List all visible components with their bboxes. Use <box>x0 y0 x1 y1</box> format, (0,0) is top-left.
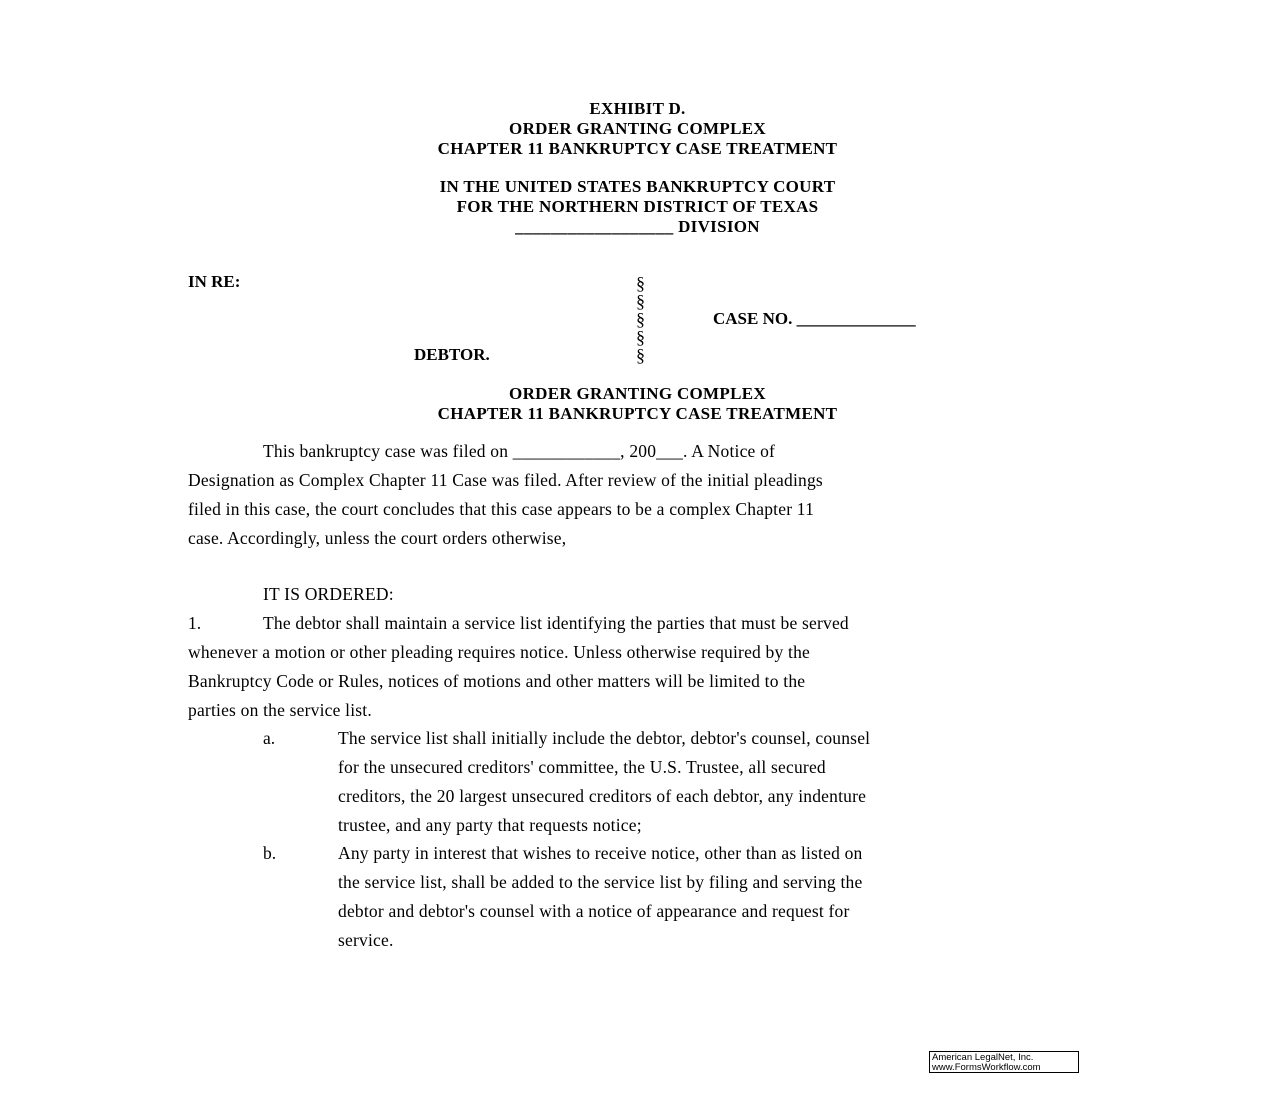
paragraph-line: This bankruptcy case was filed on ____________, 200___. A Notice of <box>263 441 776 461</box>
paragraph-line: Designation as Complex Chapter 11 Case was filed. After review of the initial pleadings <box>188 470 823 490</box>
paragraph-line: parties on the service list. <box>188 700 372 720</box>
publisher-url: www.FormsWorkflow.com <box>932 1062 1041 1073</box>
court-heading <box>0 177 1275 237</box>
court-line2: FOR THE NORTHERN DISTRICT OF TEXAS <box>456 197 819 216</box>
item-1-number: 1. <box>188 613 202 633</box>
court-line1: IN THE UNITED STATES BANKRUPTCY COURT <box>439 177 836 196</box>
exhibit-title-line2: CHAPTER 11 BANKRUPTCY CASE TREATMENT <box>437 139 838 158</box>
order-title-line2: CHAPTER 11 BANKRUPTCY CASE TREATMENT <box>437 404 838 423</box>
publisher-name: American LegalNet, Inc. <box>932 1052 1034 1063</box>
paragraph-line: debtor and debtor's counsel with a notice of appearance and request for <box>338 901 850 921</box>
paragraph-line: The debtor shall maintain a service list identifying the parties that must be served <box>263 613 849 633</box>
exhibit-heading <box>0 99 1275 159</box>
in-re-label: IN RE: <box>188 272 241 291</box>
paragraph-line: Any party in interest that wishes to receive notice, other than as listed on <box>338 843 863 863</box>
paragraph-line: creditors, the 20 largest unsecured creditors of each debtor, any indenture <box>338 786 867 806</box>
subitem-b-letter: b. <box>263 843 277 863</box>
paragraph-line: for the unsecured creditors' committee, the U.S. Trustee, all secured <box>338 757 826 777</box>
paragraph-line: filed in this case, the court concludes that this case appears to be a complex Chapter 11 <box>188 499 815 519</box>
intro-paragraph <box>188 437 1088 553</box>
paragraph-line: the service list, shall be added to the service list by filing and serving the <box>338 872 863 892</box>
section-mark: § <box>636 273 645 293</box>
section-marks-column <box>636 274 645 364</box>
section-mark: § <box>636 291 645 311</box>
paragraph-line: service. <box>338 930 394 950</box>
exhibit-title-line1: ORDER GRANTING COMPLEX <box>509 119 766 138</box>
case-number-label: CASE NO. ______________ <box>713 309 916 328</box>
ordered-label-text: IT IS ORDERED: <box>263 584 394 604</box>
section-mark: § <box>636 345 645 365</box>
section-mark: § <box>636 309 645 329</box>
ordered-label <box>263 580 863 609</box>
order-title <box>0 384 1275 424</box>
paragraph-line: case. Accordingly, unless the court orders otherwise, <box>188 528 567 548</box>
subitem-a-letter: a. <box>263 728 276 748</box>
exhibit-label: EXHIBIT D. <box>589 99 686 118</box>
paragraph-line: trustee, and any party that requests notice; <box>338 815 642 835</box>
subitem-b-text <box>338 839 863 955</box>
paragraph-line: Bankruptcy Code or Rules, notices of motions and other matters will be limited to the <box>188 671 806 691</box>
court-line3: __________________ DIVISION <box>515 217 760 236</box>
section-mark: § <box>636 327 645 347</box>
subitem-a-text <box>338 724 870 840</box>
paragraph-line: whenever a motion or other pleading requires notice. Unless otherwise required by the <box>188 642 811 662</box>
order-title-line1: ORDER GRANTING COMPLEX <box>509 384 766 403</box>
debtor-label: DEBTOR. <box>414 345 490 364</box>
item-1-paragraph <box>188 609 1088 725</box>
publisher-footer <box>929 1051 1079 1073</box>
paragraph-line: The service list shall initially include the debtor, debtor's counsel, counsel <box>338 728 871 748</box>
